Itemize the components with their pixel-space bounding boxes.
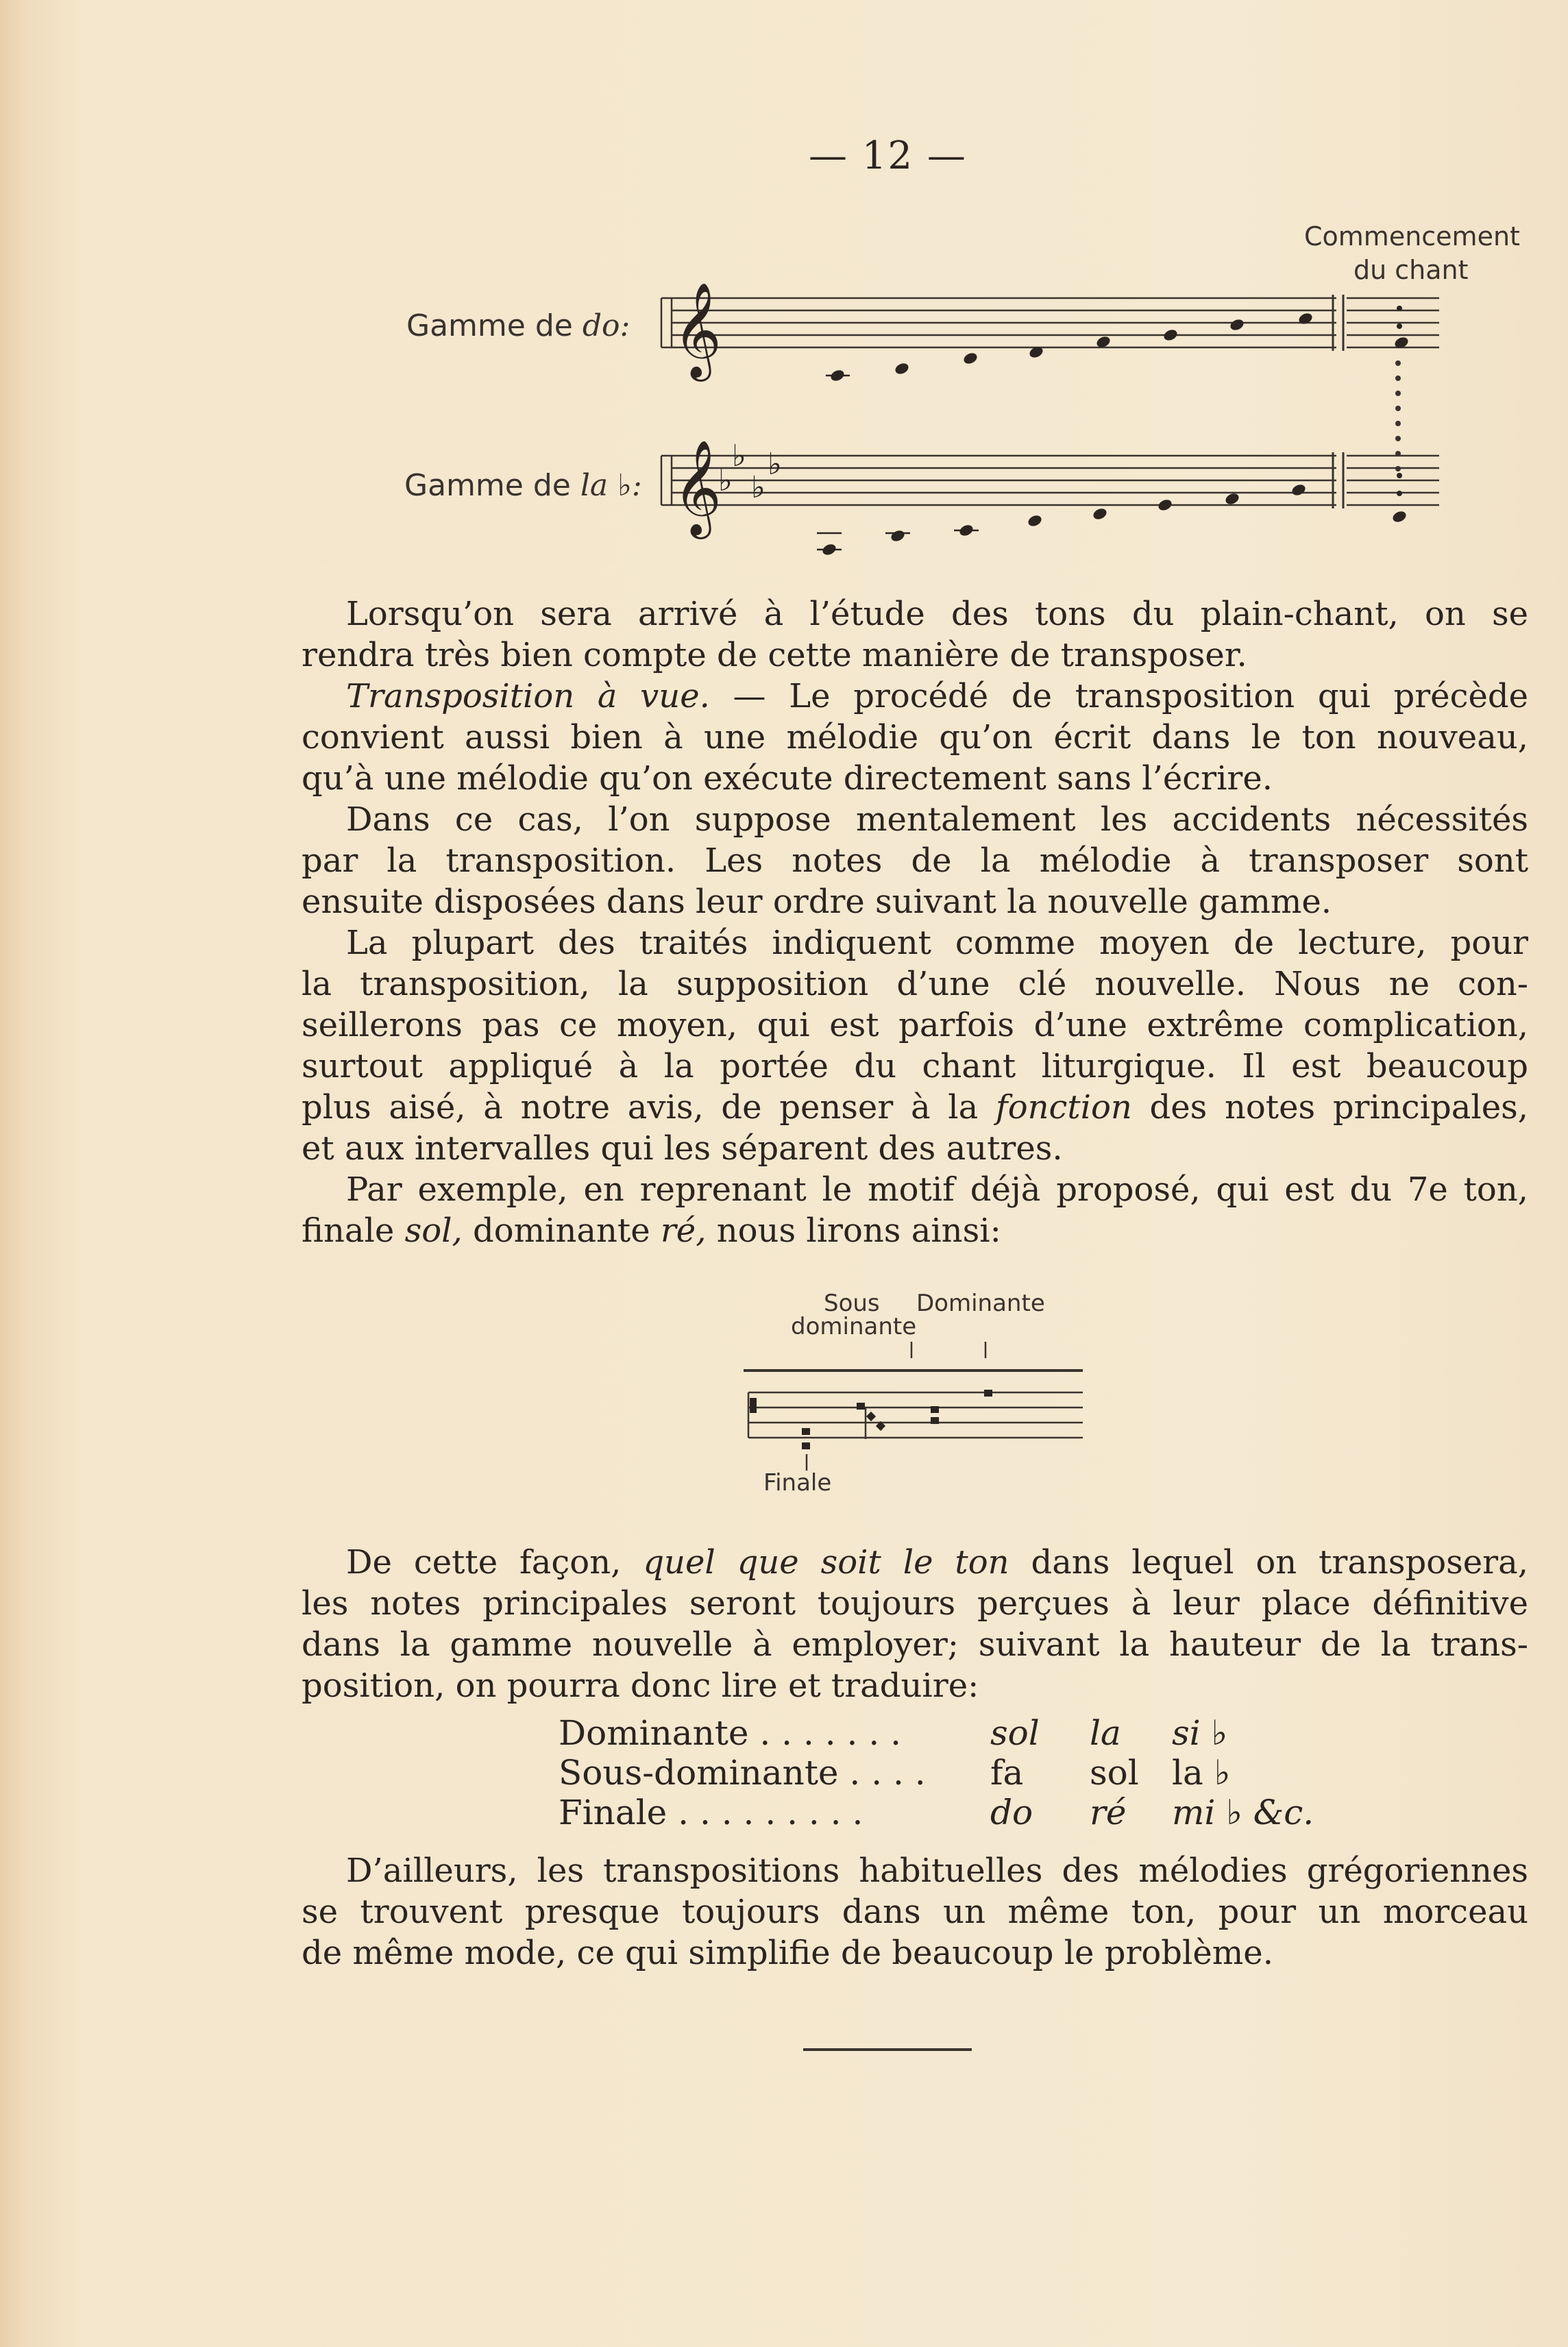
note [1157,497,1173,512]
gamme-do-label: Gamme de do: [406,308,630,343]
text-line: De cette façon, quel que soit le ton dans lequel on transposera, [346,1543,1529,1582]
gamme-la-flat-label: Gamme de la ♭: [404,468,642,503]
staff-gamme-la-flat [658,439,1446,555]
text-line: dans la gamme nouvelle à employer; suivant la hauteur de la trans- [302,1625,1528,1664]
neume [984,1390,992,1397]
text-line: ensuite disposées dans leur ordre suivant la nouvelle gamme. [302,883,1332,921]
gamme-do-note: do: [582,308,630,343]
note [1027,513,1043,528]
gamme-la-flat-note: la ♭: [580,468,642,503]
text-line: et aux intervalles qui les séparent des autres. [302,1129,1063,1168]
text-line: finale sol, dominante ré, nous lirons ainsi: [302,1212,1001,1250]
du-chant-label: du chant [1353,255,1469,285]
note [1162,328,1179,342]
body-text-final [302,1850,1528,1974]
treble-clef-icon: 𝄞 [673,282,722,378]
text-line: qu’à une mélodie qu’on exécute directement sans l’écrire. [302,759,1273,798]
c-clef-icon [750,1398,757,1413]
example-dominante-label: Dominante [916,1290,1045,1317]
neume [857,1403,865,1410]
treble-clef-icon: 𝄞 [673,440,722,535]
example-sous-label: Sous [824,1290,880,1317]
text-line: plus aisé, à notre avis, de penser à la fonction des notes principales, [302,1088,1528,1127]
flat-icon: ♭ [732,439,746,474]
example-sous-dominante-label: dominante [791,1313,917,1340]
neume [931,1406,939,1413]
flat-icon: ♭ [718,463,733,498]
body-text-lower [302,1542,1528,1706]
note [1297,311,1314,325]
neume [931,1417,939,1424]
flat-icon: ♭ [768,447,782,482]
page-number: — 12 — [809,134,967,178]
neume [802,1442,810,1449]
text-line: par la transposition. Les notes de la mélodie à transposer sont [302,841,1528,880]
neume [802,1428,810,1435]
note [1391,509,1408,524]
staff-gamme-do [658,282,1446,397]
neume [866,1412,876,1421]
text-line: Dans ce cas, l’on suppose mentalement les accidents nécessités [346,800,1528,839]
note [1229,317,1245,332]
text-line: rendra très bien compte de cette manière de transposer. [302,636,1247,674]
flat-icon: ♭ [751,470,765,505]
text-line: se trouvent presque toujours dans un même ton, pour un morceau [302,1893,1528,1931]
commencement-label: Commencement [1304,221,1520,251]
text-line: surtout appliqué à la portée du chant liturgique. Il est beaucoup [302,1047,1528,1085]
text-line: de même mode, ce qui simplifie de beaucoup le problème. [302,1934,1273,1972]
text-line: Par exemple, en reprenant le motif déjà proposé, qui est du 7e ton, [346,1170,1528,1209]
note [894,361,910,376]
note [1092,506,1108,521]
text-line: Lorsqu’on sera arrivé à l’étude des tons du plain-chant, on se [346,595,1528,633]
text-line: seillerons pas ce moyen, qui est parfois d’une extrême complication, [302,1006,1528,1044]
note [1224,491,1240,506]
note [1290,482,1307,497]
note [890,528,906,543]
text-line: les notes principales seront toujours perçues à leur place définitive [302,1584,1528,1623]
example-staff [740,1336,1097,1473]
text-line: Transposition à vue. — Le procédé de transposition qui précède [346,677,1529,715]
section-title: Transposition à vue. [346,677,710,715]
text-line: D’ailleurs, les transpositions habituelles des mélodies grégoriennes [346,1852,1528,1890]
text-line: la transposition, la supposition d’une clé nouvelle. Nous ne con- [302,965,1528,1003]
text-line: La plupart des traités indiquent comme moyen de lecture, pour [346,924,1528,962]
note [962,351,979,365]
example-finale-label: Finale [763,1469,832,1497]
closing-rule [802,2045,973,2054]
body-text-upper [302,593,1528,1251]
text-line: position, on pourra donc lire et traduire: [302,1667,979,1705]
text-line: convient aussi bien à une mélodie qu’on écrit dans le ton nouveau, [302,718,1528,757]
